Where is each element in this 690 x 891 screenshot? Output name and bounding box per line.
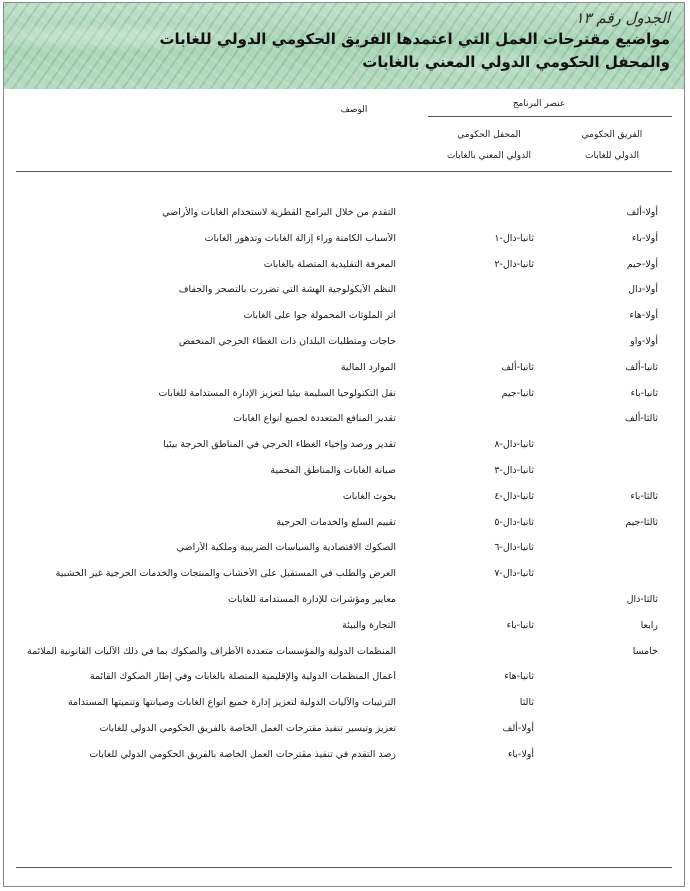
description-cell: أثر الملوثات المحمولة جوا على الغابات xyxy=(243,310,396,322)
description-cell: بحوث الغابات xyxy=(342,490,396,502)
description-header: الوصف xyxy=(340,105,368,115)
header-bottom-rule xyxy=(16,171,672,172)
table-row xyxy=(4,465,684,481)
ipf-element-cell: خامسا xyxy=(632,645,658,657)
description-cell: تقدير المنافع المتعددة لجميع أنواع الغابات xyxy=(233,413,396,425)
description-cell: المنظمات الدولية والمؤسسات متعددة الأطراف والصكوك بما في ذلك الآليات القانونية الملائمة xyxy=(26,645,396,657)
description-cell: التقدم من خلال البرامج القطرية لاستخدام الغابات والأراضي xyxy=(162,207,396,218)
table-row xyxy=(4,491,684,507)
table-row xyxy=(4,671,684,687)
table-row xyxy=(4,388,684,404)
iff-element-cell: ثانيا-دال-١ xyxy=(494,232,534,244)
table-row xyxy=(4,259,684,275)
table-row xyxy=(4,568,684,584)
title-banner xyxy=(4,3,684,89)
ipf-element-cell: أولا-دال xyxy=(628,284,658,296)
ipf-element-cell: رابعا xyxy=(640,619,658,631)
table-row xyxy=(4,439,684,455)
iff-element-cell: ثانيا-دال-٦ xyxy=(494,542,534,554)
description-cell: معايير ومؤشرات للإدارة المستدامة للغابات xyxy=(228,594,396,605)
ipf-element-cell: ثالثا-دال xyxy=(626,594,658,605)
table-bottom-rule xyxy=(16,867,672,868)
description-cell: الصكوك الاقتصادية والسياسات الضريبية وملكية الأراضي xyxy=(176,542,396,554)
description-cell: نقل التكنولوجيا السليمة بيئيا لتعزيز الإدارة المستدامة للغابات xyxy=(158,387,396,399)
table-row xyxy=(4,723,684,739)
iff-element-cell: ثانيا-دال-٨ xyxy=(494,439,534,451)
description-cell: العرض والطلب في المستقبل على الأخشاب والمنتجات والخدمات الحرجية غير الخشبية xyxy=(55,568,396,580)
iff-element-cell: ثانيا-باء xyxy=(506,619,534,631)
table-row xyxy=(4,207,684,223)
iff-element-cell: ثالثا xyxy=(519,697,534,709)
description-cell: الترتيبات والآليات الدولية لتعزيز إدارة جميع أنواع الغابات وصيانتها وتنميتها المستدامة xyxy=(67,697,396,709)
iff-element-cell: أولا-باء xyxy=(507,748,534,760)
table-row xyxy=(4,284,684,300)
description-cell: تعزيز وتيسير تنفيذ مقترحات العمل الخاصة بالفريق الحكومي الدولي للغابات xyxy=(99,723,396,734)
page-title-line-2: والمحفل الحكومي الدولي المعني بالغابات xyxy=(362,53,670,71)
table-row xyxy=(4,362,684,378)
ipf-element-cell: ثالثا-جيم xyxy=(625,516,658,528)
ipf-element-cell: ثالثا-باء xyxy=(630,490,658,502)
table-row xyxy=(4,594,684,610)
iff-element-cell: ثانيا-دال-٧ xyxy=(494,568,534,580)
iff-element-cell: أولا-ألف xyxy=(502,723,534,734)
table-row xyxy=(4,749,684,765)
description-cell: صيانة الغابات والمناطق المحمية xyxy=(270,465,396,476)
table-row xyxy=(4,542,684,558)
table-row xyxy=(4,517,684,533)
iff-element-cell: ثانيا-ألف xyxy=(501,361,534,373)
description-cell: المعرفة التقليدية المتصلة بالغابات xyxy=(263,258,396,270)
programme-element-header: عنصر البرنامج xyxy=(512,99,566,109)
description-cell: الموارد المالية xyxy=(340,361,396,373)
iff-header-line-1: المحفل الحكومي xyxy=(457,130,521,140)
table-row xyxy=(4,646,684,662)
iff-header-line-2: الدولي المعني بالغابات xyxy=(446,151,532,161)
ipf-element-cell: أولا-هاء xyxy=(629,310,658,322)
ipf-element-cell: أولا-جيم xyxy=(626,258,658,270)
description-cell: الأسباب الكامنة وراء إزالة الغابات وتدهور الغابات xyxy=(204,232,396,244)
iff-element-cell: ثانيا-دال-٢ xyxy=(494,258,534,270)
page-title-line-1: مواضيع مقترحات العمل التي اعتمدها الفريق الحكومي الدولي للغابات xyxy=(159,30,670,48)
table-row xyxy=(4,310,684,326)
description-cell: التجارة والبيئة xyxy=(342,619,396,631)
table-frame xyxy=(3,2,685,887)
iff-element-cell: ثانيا-هاء xyxy=(504,671,534,683)
description-cell: النظم الأيكولوجية الهشة التي تضررت بالتصحر والجفاف xyxy=(178,284,396,296)
iff-element-cell: ثانيا-دال-٥ xyxy=(494,516,534,528)
description-cell: حاجات ومتطلبات البلدان ذات الغطاء الحرجي المنخفض xyxy=(178,336,396,347)
description-cell: تقييم السلع والخدمات الحرجية xyxy=(276,516,396,528)
description-cell: تقدير ورصد وإحياء الغطاء الحرجي في المناطق الحرجة بيئيا xyxy=(163,439,396,451)
table-row xyxy=(4,620,684,636)
ipf-element-cell: أولا-ألف xyxy=(626,207,658,218)
iff-element-cell: ثانيا-دال-٣ xyxy=(494,465,534,476)
iff-element-cell: ثانيا-جيم xyxy=(501,387,534,399)
table-row xyxy=(4,413,684,429)
ipf-header-line-2: الدولي للغابات xyxy=(585,151,639,161)
table-row xyxy=(4,697,684,713)
table-row xyxy=(4,336,684,352)
ipf-element-cell: ثانيا-باء xyxy=(630,387,658,399)
ipf-element-cell: أولا-واو xyxy=(630,336,658,347)
description-cell: أعمال المنظمات الدولية والإقليمية المتصلة بالغابات وفي إطار الصكوك القائمة xyxy=(89,671,396,683)
ipf-element-cell: ثانيا-ألف xyxy=(625,361,658,373)
table-number: الجدول رقم ١٣ xyxy=(575,9,670,27)
iff-element-cell: ثانيا-دال-٤ xyxy=(494,490,534,502)
programme-element-rule xyxy=(428,116,672,117)
ipf-element-cell: أولا-باء xyxy=(631,232,658,244)
ipf-element-cell: ثالثا-ألف xyxy=(625,413,658,425)
description-cell: رصد التقدم في تنفيذ مقترحات العمل الخاصة بالفريق الحكومي الدولي للغابات xyxy=(89,748,396,760)
ipf-header-line-1: الفريق الحكومي xyxy=(581,130,643,140)
table-row xyxy=(4,233,684,249)
